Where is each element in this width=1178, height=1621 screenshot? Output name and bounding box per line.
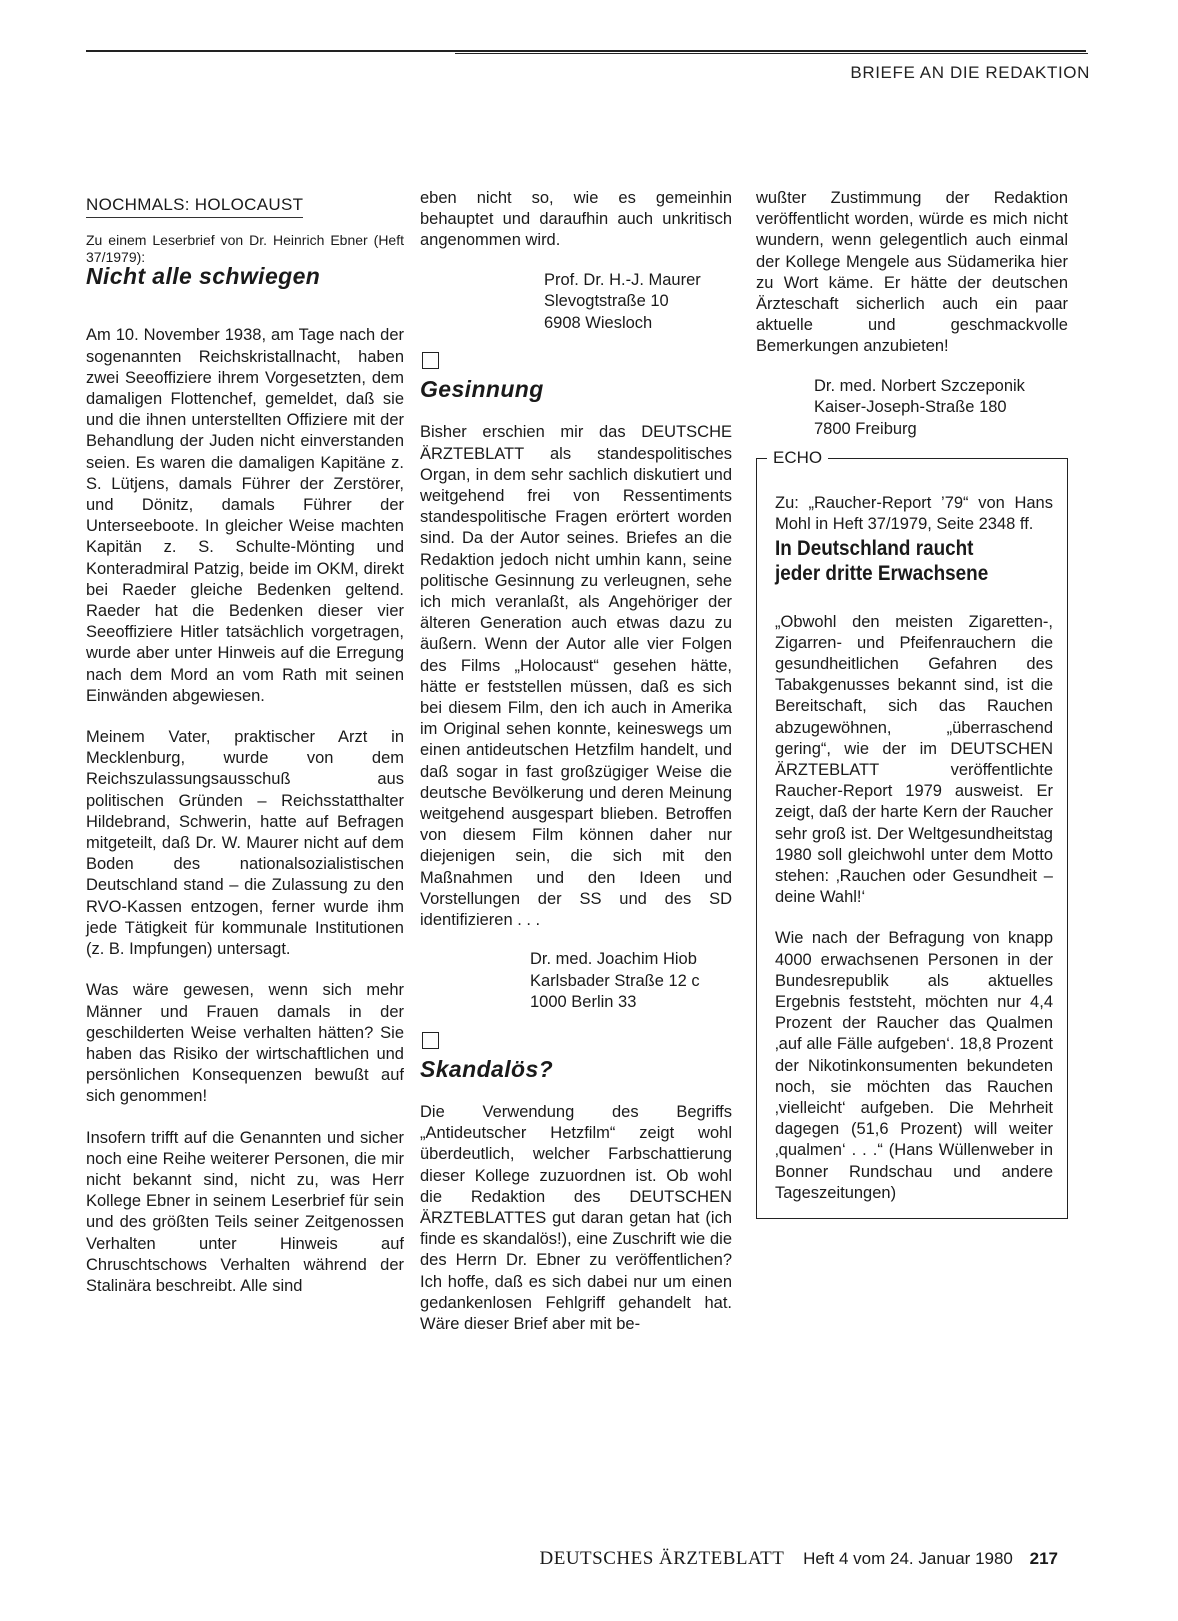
column-3: [756, 188, 1068, 1219]
letter-paragraph: Meinem Vater, praktischer Arzt in Mecklenburg, wurde von dem Reichszulassungsausschuß aus politischen Gründen – Reichsstatthalter Hildebrand, Schwerin, hatte auf Befragen mitgeteilt, daß Dr. W. Maurer nicht auf dem Boden des nationalsozialistischen Deutschland stand – die Zulassung zu den RVO-Kassen entzogen, ferner wurde ihm jede Tätigkeit für kommunale Institutionen (z. B. Impfungen) untersagt.: [86, 728, 404, 959]
signature-name: Dr. med. Joachim Hiob: [530, 950, 697, 969]
topic-kicker: NOCHMALS: HOLOCAUST: [86, 194, 303, 218]
letter-paragraph: eben nicht so, wie es gemeinhin behauptet und daraufhin auch unkritisch angenommen wird.: [420, 189, 732, 250]
signature-name: Dr. med. Norbert Szczeponik: [814, 376, 1025, 395]
signature-city: 1000 Berlin 33: [530, 993, 637, 1012]
letter-headline: Gesinnung: [420, 376, 544, 403]
signature-street: Slevogtstraße 10: [544, 292, 669, 311]
letter-paragraph: Was wäre gewesen, wenn sich mehr Männer und Frauen damals in der geschilderten Weise verhalten hätten? Sie haben das Risiko der wirtschaftlichen und persönlichen Konsequenzen bewußt auf sich genommen!: [86, 981, 404, 1106]
letter-paragraph: Die Verwendung des Begriffs „Antideutscher Hetzfilm“ zeigt wohl überdeutlich, welcher Farbschattierung dieser Kollege zuzuordnen ist. Ob wohl die Redaktion des DEUTSCHEN ÄRZTEBLATTES gut daran getan hat (ich finde es skandalös!), eine Zuschrift wie die des Herrn Dr. Ebner zu veröffentlichen? Ich hoffe, daß es sich dabei nur um einen gedankenlosen Fehlgriff gehandelt hat. Wäre dieser Brief aber mit be-: [420, 1102, 732, 1333]
signature-name: Prof. Dr. H.-J. Maurer: [544, 270, 701, 289]
signature-city: 7800 Freiburg: [814, 419, 917, 438]
echo-intro: Zu: „Raucher-Report ’79“ von Hans Mohl in Heft 37/1979, Seite 2348 ff.: [775, 494, 1053, 534]
letter-paragraph: Bisher erschien mir das DEUTSCHE ÄRZTEBLATT als standespolitisches Organ, in dem sehr sachlich diskutiert und weitgehend frei von Ressentiments standespolitische Fragen erörtert worden sind. Da der Autor seines. Briefes an die Redaktion jedoch nicht umhin kann, seine politische Gesinnung zu verleugnen, sehe ich mich veranlaßt, als Angehöriger der älteren Generation auch etwas dazu zu äußern. Wenn der Autor alle vier Folgen des Films „Holocaust“ gesehen hätte, hätte er feststellen müssen, daß es sich bei diesem Film, den ich auch in Amerika im Original sehen konnte, keineswegs um einen antideutschen Hetzfilm handelt, und daß sogar in fast großzügiger Weise die deutsche Bevölkerung und deren Meinung weitgehend ausgespart blieben. Betroffen von diesem Film können daher nur diejenigen sein, die sich mit den Maßnahmen und den Ideen und Vorstellungen der SS und des SD identifizieren . . .: [420, 423, 732, 929]
echo-headline: [775, 536, 1025, 586]
journal-name: DEUTSCHES ÄRZTEBLATT: [539, 1548, 785, 1569]
signature-city: 6908 Wiesloch: [544, 313, 653, 332]
letter-headline: Skandalös?: [420, 1055, 554, 1082]
separator-box: [422, 352, 439, 369]
page-number: 217: [1029, 1549, 1058, 1568]
echo-headline-line: In Deutschland raucht: [775, 536, 974, 560]
echo-box: [756, 448, 1068, 1219]
column-1: [86, 194, 404, 1297]
issue-info: Heft 4 vom 24. Januar 1980: [803, 1549, 1013, 1568]
echo-paragraph: „Obwohl den meisten Zigaretten-, Zigarren- und Pfeifenrauchern die gesundheitlichen Gefahren des Tabakgenusses bekannt sind, ist die Bereitschaft, sich das Rauchen abzugewöhnen, „überraschend gering“, wie der im DEUTSCHEN ÄRZTEBLATT veröffentlichte Raucher-Report 1979 ausweist. Er zeigt, daß der harte Kern der Raucher sehr groß ist. Der Weltgesundheitstag 1980 soll gleichwohl unter dem Motto stehen: ‚Rauchen oder Gesundheit – deine Wahl!‘: [775, 612, 1053, 907]
letter-paragraph: Am 10. November 1938, am Tage nach der sogenannten Reichskristallnacht, haben zwei Seeoffiziere ihrem Vorgesetzten, dem damaligen Flottenchef, gemeldet, daß sie und die ihnen unterstellten Offiziere mit der Behandlung der Juden nicht einverstanden seien. Es waren die damaligen Kapitäne z. S. Lütjens, damals Führer der Zerstörer, und Dönitz, damals Führer der Unterseeboote. In gleicher Weise machten Kapitän z. S. Schulte-Mönting und Konteradmiral Patzig, beide im OKM, direkt bei Raeder gleiche Bedenken geltend. Raeder hat die Bedenken dieser vier Seeoffiziere Hitler tatsächlich vorgetragen, wurde aber unter Hinweis auf die Erregung nach dem Mord an vom Rath mit seinen Einwänden abgewiesen.: [86, 326, 404, 705]
header-rule: [86, 50, 1086, 52]
signature-street: Karlsbader Straße 12 c: [530, 971, 700, 990]
echo-paragraph: Wie nach der Befragung von knapp 4000 erwachsenen Personen in der Bundesrepublik als aktuelles Ergebnis feststeht, möchten nur 4,4 Prozent der Raucher das Qualmen ‚auf alle Fälle aufgeben‘. 18,8 Prozent der Nikotinkonsumenten bekundeten noch, sie möchten das Rauchen ‚vielleicht‘ aufgeben. Die Mehrheit dagegen (51,6 Prozent) will weiter ‚qualmen‘ . . .“ (Hans Wüllenweber in Bonner Rundschau und andere Tageszeitungen): [775, 929, 1053, 1202]
page-footer: [540, 1548, 1059, 1570]
letter-signature: [544, 270, 732, 335]
column-2: [420, 188, 732, 1335]
section-header: BRIEFE AN DIE REDAKTION: [850, 63, 1090, 82]
echo-headline-line: jeder dritte Erwachsene: [775, 561, 989, 585]
letter-paragraph: wußter Zustimmung der Redaktion veröffentlicht worden, würde es mich nicht wundern, wenn gelegentlich auch einmal der Kollege Mengele aus Südamerika hier zu Wort käme. Er hätte der deutschen Ärzteschaft sicherlich auch ein paar aktuelle und geschmackvolle Bemerkungen anzubieten!: [756, 189, 1068, 356]
separator-box: [422, 1032, 439, 1049]
letter-intro: Zu einem Leserbrief von Dr. Heinrich Ebner (Heft 37/1979):: [86, 232, 404, 266]
letter-signature: [814, 376, 1068, 441]
header-rule-thin: [455, 53, 1088, 54]
letter-headline: Nicht alle schwiegen: [86, 263, 321, 290]
signature-street: Kaiser-Joseph-Straße 180: [814, 398, 1007, 417]
letter-signature: [530, 949, 732, 1014]
letter-paragraph: Insofern trifft auf die Genannten und sicher noch eine Reihe weiterer Personen, die mir nicht bekannt sind, nicht zu, was Herr Kollege Ebner in seinem Leserbrief für sein und des größten Teils seiner Zeitgenossen Verhalten unter Hinweis auf Chruschtschows Verhalten während der Stalinära beschreibt. Alle sind: [86, 1128, 404, 1295]
echo-label: ECHO: [767, 447, 828, 468]
